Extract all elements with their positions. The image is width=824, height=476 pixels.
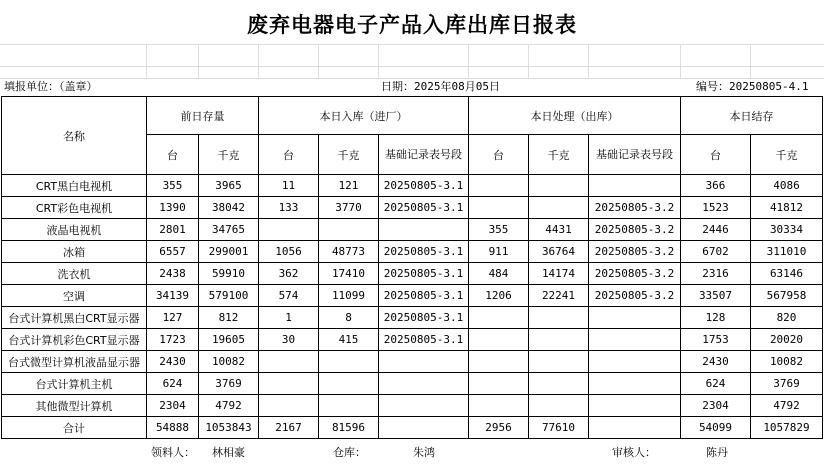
header-processed: 本日处理（出库）	[469, 97, 681, 135]
out-count-cell	[469, 395, 529, 417]
in-record-cell: 20250805-3.1	[379, 285, 469, 307]
gridline	[528, 44, 529, 78]
out-kg-cell	[529, 307, 589, 329]
closing-count-cell: 2316	[681, 263, 751, 285]
in-record-cell	[379, 373, 469, 395]
out-count-cell	[469, 351, 529, 373]
header-unit-count: 台	[681, 135, 751, 175]
out-record-cell: 20250805-3.2	[589, 285, 681, 307]
table-row	[2, 197, 823, 219]
product-name-cell: 液晶电视机	[2, 219, 147, 241]
product-name-cell: 空调	[2, 285, 147, 307]
in-kg-cell: 415	[319, 329, 379, 351]
header-record-no: 基础记录表号段	[379, 135, 469, 175]
prev-kg-cell: 1053843	[199, 417, 259, 439]
prev-count-cell: 54888	[147, 417, 199, 439]
out-count-cell	[469, 373, 529, 395]
closing-count-cell: 1753	[681, 329, 751, 351]
header-unit-kg: 千克	[199, 135, 259, 175]
prev-count-cell: 2430	[147, 351, 199, 373]
header-unit-kg: 千克	[319, 135, 379, 175]
in-kg-cell: 3770	[319, 197, 379, 219]
out-record-cell: 20250805-3.2	[589, 241, 681, 263]
in-record-cell: 20250805-3.1	[379, 329, 469, 351]
report-date: 日期：2025年08月05日	[381, 80, 500, 93]
out-count-cell: 1206	[469, 285, 529, 307]
header-prev-stock: 前日存量	[147, 97, 259, 135]
out-count-cell	[469, 175, 529, 197]
out-record-cell	[589, 307, 681, 329]
closing-count-cell: 1523	[681, 197, 751, 219]
table-row	[2, 241, 823, 263]
header-unit-kg: 千克	[751, 135, 823, 175]
report-title: 废弃电器电子产品入库出库日报表	[247, 12, 577, 37]
in-kg-cell	[319, 351, 379, 373]
header-inbound: 本日入库（进厂）	[259, 97, 469, 135]
closing-kg-cell: 41812	[751, 197, 823, 219]
prev-kg-cell: 4792	[199, 395, 259, 417]
in-count-cell	[259, 219, 319, 241]
out-kg-cell: 77610	[529, 417, 589, 439]
in-count-cell	[259, 395, 319, 417]
closing-kg-cell: 20020	[751, 329, 823, 351]
out-kg-cell: 22241	[529, 285, 589, 307]
out-record-cell	[589, 175, 681, 197]
in-count-cell: 1	[259, 307, 319, 329]
product-name-cell: 冰箱	[2, 241, 147, 263]
in-record-cell: 20250805-3.1	[379, 307, 469, 329]
in-record-cell: 20250805-3.1	[379, 241, 469, 263]
gridline	[198, 44, 199, 78]
out-count-cell: 2956	[469, 417, 529, 439]
in-count-cell: 1056	[259, 241, 319, 263]
prev-count-cell: 6557	[147, 241, 199, 263]
in-record-cell	[379, 395, 469, 417]
inventory-table	[1, 96, 823, 439]
out-record-cell	[589, 395, 681, 417]
table-row	[2, 219, 823, 241]
prev-count-cell: 2801	[147, 219, 199, 241]
out-kg-cell	[529, 197, 589, 219]
header-unit-count: 台	[469, 135, 529, 175]
product-name-cell: 洗衣机	[2, 263, 147, 285]
out-kg-cell	[529, 373, 589, 395]
gridline	[378, 44, 379, 78]
closing-kg-cell: 4792	[751, 395, 823, 417]
out-kg-cell	[529, 395, 589, 417]
gridline	[146, 44, 147, 78]
table-row	[2, 329, 823, 351]
out-kg-cell	[529, 329, 589, 351]
closing-kg-cell: 10082	[751, 351, 823, 373]
out-record-cell	[589, 373, 681, 395]
out-kg-cell: 36764	[529, 241, 589, 263]
prev-kg-cell: 812	[199, 307, 259, 329]
reporting-unit: 填报单位：（盖章）	[4, 80, 98, 93]
in-kg-cell	[319, 373, 379, 395]
closing-kg-cell: 63146	[751, 263, 823, 285]
gridline	[258, 44, 259, 78]
out-kg-cell: 14174	[529, 263, 589, 285]
product-name-cell: 合计	[2, 417, 147, 439]
in-kg-cell: 48773	[319, 241, 379, 263]
prev-count-cell: 34139	[147, 285, 199, 307]
warehouse-label: 仓库：	[333, 446, 366, 459]
out-record-cell	[589, 329, 681, 351]
prev-count-cell: 127	[147, 307, 199, 329]
in-record-cell	[379, 219, 469, 241]
gridline	[468, 44, 469, 78]
in-record-cell: 20250805-3.1	[379, 263, 469, 285]
closing-kg-cell: 4086	[751, 175, 823, 197]
out-record-cell	[589, 351, 681, 373]
table-row	[2, 395, 823, 417]
out-count-cell	[469, 197, 529, 219]
in-count-cell	[259, 351, 319, 373]
closing-kg-cell: 311010	[751, 241, 823, 263]
in-count-cell: 30	[259, 329, 319, 351]
out-count-cell	[469, 307, 529, 329]
in-kg-cell	[319, 219, 379, 241]
closing-count-cell: 366	[681, 175, 751, 197]
in-count-cell: 362	[259, 263, 319, 285]
in-count-cell: 11	[259, 175, 319, 197]
closing-count-cell: 2446	[681, 219, 751, 241]
prev-kg-cell: 3769	[199, 373, 259, 395]
prev-kg-cell: 579100	[199, 285, 259, 307]
in-kg-cell: 8	[319, 307, 379, 329]
closing-kg-cell: 30334	[751, 219, 823, 241]
product-name-cell: 其他微型计算机	[2, 395, 147, 417]
table-row	[2, 373, 823, 395]
closing-count-cell: 6702	[681, 241, 751, 263]
reviewer-name: 陈丹	[706, 446, 728, 459]
out-count-cell: 484	[469, 263, 529, 285]
table-body	[2, 175, 823, 439]
gridline	[0, 44, 824, 45]
header-unit-count: 台	[259, 135, 319, 175]
receiver-name: 林相豪	[212, 446, 245, 459]
closing-kg-cell: 3769	[751, 373, 823, 395]
header-record-no: 基础记录表号段	[589, 135, 681, 175]
prev-kg-cell: 10082	[199, 351, 259, 373]
gridline	[680, 44, 681, 78]
header-unit-kg: 千克	[529, 135, 589, 175]
out-count-cell: 911	[469, 241, 529, 263]
product-name-cell: 台式计算机彩色CRT显示器	[2, 329, 147, 351]
in-kg-cell: 121	[319, 175, 379, 197]
prev-kg-cell: 59910	[199, 263, 259, 285]
prev-kg-cell: 19605	[199, 329, 259, 351]
header-row-groups	[2, 97, 823, 135]
in-record-cell: 20250805-3.1	[379, 197, 469, 219]
table-row	[2, 263, 823, 285]
product-name-cell: 台式计算机主机	[2, 373, 147, 395]
in-count-cell: 133	[259, 197, 319, 219]
out-count-cell: 355	[469, 219, 529, 241]
gridline	[0, 66, 824, 67]
out-kg-cell	[529, 175, 589, 197]
table-row	[2, 307, 823, 329]
in-count-cell: 574	[259, 285, 319, 307]
out-kg-cell	[529, 351, 589, 373]
closing-count-cell: 33507	[681, 285, 751, 307]
closing-kg-cell: 820	[751, 307, 823, 329]
prev-kg-cell: 3965	[199, 175, 259, 197]
out-record-cell: 20250805-3.2	[589, 263, 681, 285]
prev-kg-cell: 38042	[199, 197, 259, 219]
in-count-cell	[259, 373, 319, 395]
out-record-cell: 20250805-3.2	[589, 197, 681, 219]
gridline	[318, 44, 319, 78]
product-name-cell: 台式微型计算机液晶显示器	[2, 351, 147, 373]
closing-kg-cell: 567958	[751, 285, 823, 307]
header-closing: 本日结存	[681, 97, 823, 135]
closing-count-cell: 2430	[681, 351, 751, 373]
prev-count-cell: 2304	[147, 395, 199, 417]
out-kg-cell: 4431	[529, 219, 589, 241]
gridline	[588, 44, 589, 78]
table-row	[2, 351, 823, 373]
product-name-cell: 台式计算机黑白CRT显示器	[2, 307, 147, 329]
closing-count-cell: 624	[681, 373, 751, 395]
in-kg-cell	[319, 395, 379, 417]
prev-count-cell: 2438	[147, 263, 199, 285]
table-row	[2, 285, 823, 307]
in-record-cell: 20250805-3.1	[379, 175, 469, 197]
product-name-cell: CRT黑白电视机	[2, 175, 147, 197]
prev-count-cell: 624	[147, 373, 199, 395]
product-name-cell: CRT彩色电视机	[2, 197, 147, 219]
in-kg-cell: 11099	[319, 285, 379, 307]
gridline	[750, 44, 751, 78]
prev-kg-cell: 34765	[199, 219, 259, 241]
reviewer-label: 审核人：	[612, 446, 656, 459]
in-kg-cell: 81596	[319, 417, 379, 439]
prev-count-cell: 1723	[147, 329, 199, 351]
report-number: 编号：20250805-4.1	[696, 80, 809, 93]
closing-count-cell: 54099	[681, 417, 751, 439]
warehouse-name: 朱鸿	[413, 446, 435, 459]
prev-kg-cell: 299001	[199, 241, 259, 263]
out-record-cell: 20250805-3.2	[589, 219, 681, 241]
signature-footer	[1, 433, 823, 473]
table-row	[2, 175, 823, 197]
receiver-label: 领料人：	[151, 446, 195, 459]
in-record-cell	[379, 351, 469, 373]
out-count-cell	[469, 329, 529, 351]
prev-count-cell: 1390	[147, 197, 199, 219]
closing-count-cell: 128	[681, 307, 751, 329]
header-unit-count: 台	[147, 135, 199, 175]
in-kg-cell: 17410	[319, 263, 379, 285]
header-name: 名称	[2, 97, 147, 175]
closing-count-cell: 2304	[681, 395, 751, 417]
closing-kg-cell: 1057829	[751, 417, 823, 439]
prev-count-cell: 355	[147, 175, 199, 197]
in-count-cell: 2167	[259, 417, 319, 439]
